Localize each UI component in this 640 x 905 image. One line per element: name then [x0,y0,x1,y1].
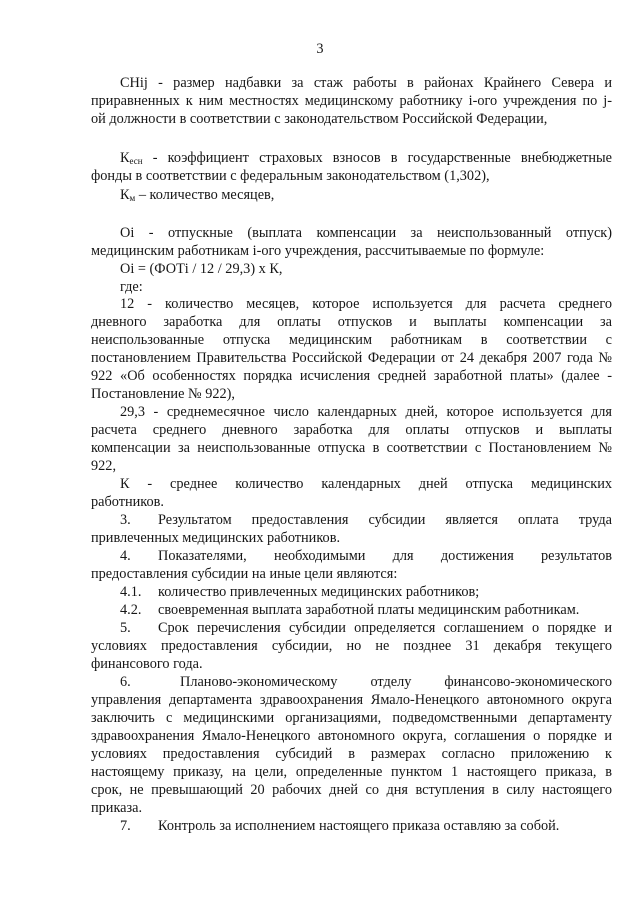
text-line: срок, не превышающий 20 рабочих дней со дня вступления в силу настоящего [91,782,612,798]
paragraph-3 [91,511,612,547]
text-line: условиях предоставления субсидии, но не позднее 31 декабря текущего [91,638,612,654]
text-line [91,817,612,835]
paragraph-number: 7. [120,818,131,834]
text-line: приказа. [91,800,143,816]
paragraph-text: Показателями, необходимыми для достижения результатов [158,548,612,564]
km-subscript: м [129,193,136,203]
text-line: CHij - размер надбавки за стаж работы в районах Крайнего Севера и [120,75,612,91]
text-line: Постановление № 922), [91,386,236,402]
k-definition [91,475,612,511]
paragraph-6 [91,673,612,817]
paragraph-text: Планово-экономическому отделу финансово-экономического [180,674,612,690]
text-line [91,511,612,529]
twelve-definition [91,295,612,403]
paragraph-number: 6. [120,674,131,690]
list-item [91,601,612,619]
text-line: расчета среднего дневного заработка для оплаты отпусков и выплаты [91,422,612,438]
list-number: 4.1. [120,584,142,600]
text-line: привлеченных медицинских работников. [91,530,341,546]
text-line: компенсации за неиспользованные отпуска в соответствии с Постановлением № [91,440,612,456]
where-label: где: [120,279,143,295]
paragraph-7 [91,817,612,835]
list-text: количество привлеченных медицинских работников; [158,584,480,600]
formula: Oi = (ФОТi / 12 / 29,3) х К, [120,261,283,277]
text-line [91,186,612,204]
text-line [91,673,612,691]
paragraph-number: 4. [120,548,131,564]
text-line: медицинским работникам i-ого учреждения, рассчитываемые по формуле: [91,243,545,259]
text-line: условиях предоставления субсидий в размерах согласно приложению к [91,746,612,762]
days-definition [91,403,612,475]
text-line [91,149,612,167]
list-item [91,583,612,601]
text-line: предоставления субсидии на иные цели являются: [91,566,398,582]
text-line: Oi - отпускные (выплата компенсации за неиспользованный отпуск) [120,225,612,241]
text-line: 12 - количество месяцев, которое используется для расчета среднего [120,296,612,312]
km-text: – количество месяцев, [135,187,275,203]
kesn-symbol: К [120,150,130,166]
text-line: неиспользованные отпуска медицинским работникам в соответствии с [91,332,612,348]
text-line: настоящему приказу, на цели, определенные пунктом 1 настоящего приказа, в [91,764,612,780]
kesn-text: - коэффициент страховых взносов в государственные внебюджетные [142,150,612,166]
km-symbol: К [120,187,130,203]
text-line: 922 «Об особенностях порядка исчисления средней заработной платы» (далее - [91,368,612,384]
paragraph-5 [91,619,612,673]
text-line: работников. [91,494,164,510]
paragraph-4 [91,547,612,619]
text-line: ой должности в соответствии с законодательством Российской Федерации, [91,111,548,127]
text-line: здравоохранения Ямало-Ненецкого автономного округа, соглашения о порядке и [91,728,612,744]
text-line: фонды в соответствии с федеральным законодательством (1,302), [91,168,490,184]
oi-definition [91,224,612,296]
text-line: управления департамента здравоохранения Ямало-Ненецкого автономного округа [91,692,612,708]
paragraph-text: Срок перечисления субсидии определяется соглашением о порядке и [158,620,612,636]
text-line: К - среднее количество календарных дней отпуска медицинских [120,476,612,492]
text-line: 29,3 - среднемесячное число календарных дней, которое используется для [120,404,612,420]
text-line: финансового года. [91,656,203,672]
paragraph-text: Результатом предоставления субсидии является оплата труда [158,512,612,528]
page-number: 3 [316,41,324,57]
km-definition [91,186,612,204]
list-number: 4.2. [120,602,142,618]
text-line [91,547,612,565]
list-text: своевременная выплата заработной платы медицинским работникам. [158,602,580,618]
kesn-subscript: есн [129,156,143,166]
text-line: 922, [91,458,117,474]
paragraph-text: Контроль за исполнением настоящего приказа оставляю за собой. [158,818,560,834]
text-line: постановлением Правительства Российской Федерации от 24 декабря 2007 года № [91,350,612,366]
text-line: заключить с медицинскими организациями, подведомственными департаменту [91,710,612,726]
text-line: дневного заработка для оплаты отпусков и выплаты компенсации за [91,314,612,330]
text-line [91,619,612,637]
text-line: приравненных к ним местностях медицинскому работнику i-ого учреждения по j- [91,93,612,109]
chi-definition [91,74,612,128]
kesn-definition [91,149,612,185]
paragraph-number: 5. [120,620,131,636]
paragraph-number: 3. [120,512,131,528]
